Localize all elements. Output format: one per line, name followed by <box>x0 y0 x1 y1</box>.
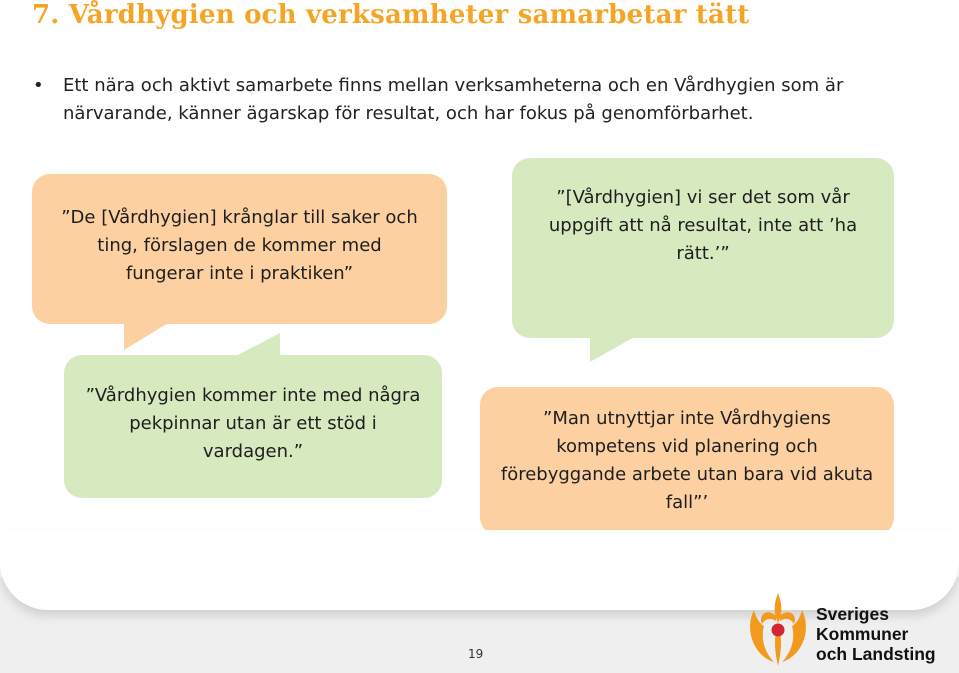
logo-line-2: Kommuner <box>816 624 909 644</box>
skl-figure-icon <box>746 590 810 668</box>
quote-bubble-3 <box>64 355 442 498</box>
page-number: 19 <box>468 647 484 661</box>
quote-text-1: ”De [Vårdhygien] krånglar till saker och ting, förslagen de kommer med fungerar inte i praktiken” <box>61 207 418 284</box>
bullet-point <box>33 72 923 128</box>
bubble-tail <box>124 322 170 350</box>
quote-bubble-1 <box>32 174 447 324</box>
bullet-text: Ett nära och aktivt samarbete finns mellan verksamheterna och en Vårdhygien som är närvarande, känner ägarskap för resultat, och har fokus på genomförbarhet. <box>63 75 844 124</box>
logo-line-3: och Landsting <box>816 644 936 664</box>
quote-bubble-2 <box>512 158 894 338</box>
organization-logo-text <box>816 604 936 664</box>
bubble-tail <box>590 336 636 362</box>
logo-line-1: Sveriges <box>816 604 889 624</box>
quote-text-3: ”Vårdhygien kommer inte med några pekpinnar utan är ett stöd i vardagen.” <box>85 384 421 462</box>
bullet-dot: • <box>33 75 44 96</box>
quote-text-2: ”[Vårdhygien] vi ser det som vår uppgift att nå resultat, inte att ’ha rätt.’” <box>548 187 858 264</box>
quote-text-4: ”Man utnyttjar inte Vårdhygiens kompetens vid planering och förebyggande arbete utan bara vid akuta fall”’ <box>500 408 874 513</box>
quote-bubble-4 <box>480 387 894 535</box>
bubble-tail <box>234 333 280 357</box>
footer-panel <box>0 530 959 610</box>
slide-title: 7. Vårdhygien och verksamheter samarbetar tätt <box>32 0 750 30</box>
